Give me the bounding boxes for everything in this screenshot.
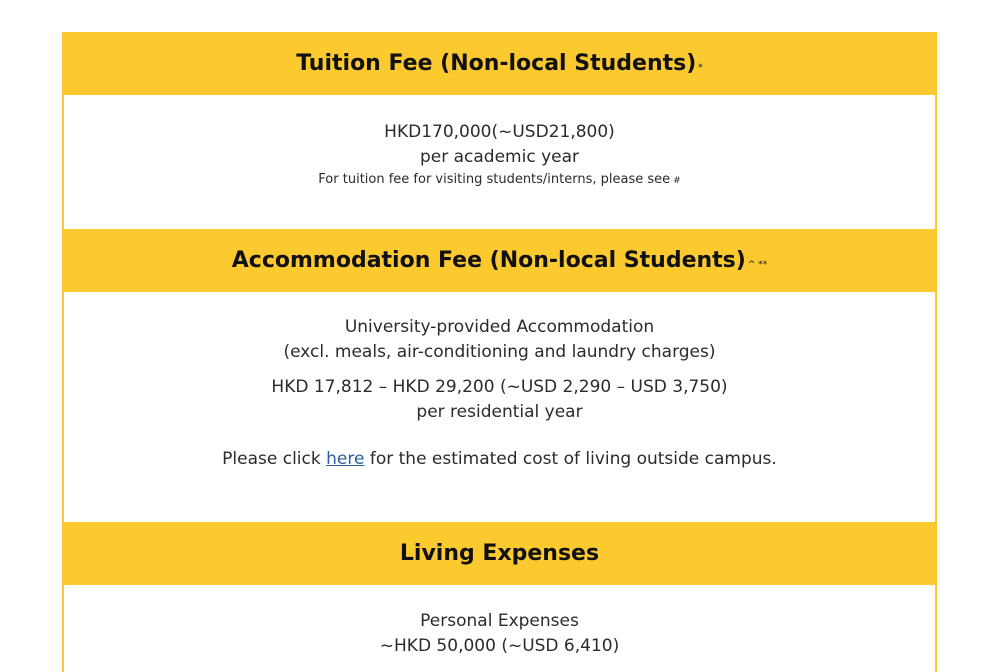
tuition-amount: HKD170,000(~USD21,800): [384, 122, 615, 142]
accommodation-period: per residential year: [416, 402, 583, 422]
living-expenses-title: Living Expenses: [399, 541, 600, 566]
accommodation-title: Accommodation Fee (Non-local Students): [231, 248, 746, 273]
accommodation-footnote-mark: ^ **: [747, 259, 768, 270]
tuition-footnote-mark: *: [698, 62, 703, 73]
living-cost-link[interactable]: here: [326, 449, 365, 469]
visiting-note-text: For tuition fee for visiting students/interns, please see: [318, 172, 671, 187]
accommodation-amount: HKD 17,812 – HKD 29,200 (~USD 2,290 – USD 3,750): [271, 377, 728, 397]
tuition-panel: [64, 95, 935, 229]
accommodation-panel: [64, 292, 935, 522]
living-cost-note: [64, 447, 935, 472]
tuition-title: Tuition Fee (Non-local Students): [296, 51, 697, 76]
living-expenses-header: [64, 522, 935, 585]
personal-expenses-label: Personal Expenses: [420, 611, 579, 631]
personal-expenses-amount: ~HKD 50,000 (~USD 6,410): [379, 636, 620, 656]
accommodation-type: University-provided Accommodation: [344, 317, 655, 337]
tuition-period: per academic year: [419, 147, 580, 167]
living-note-prefix: Please click: [222, 449, 321, 469]
visiting-note-mark: #: [673, 176, 681, 186]
tuition-header: [64, 32, 935, 95]
fees-card: [62, 32, 937, 672]
living-note-suffix: for the estimated cost of living outside campus.: [369, 449, 777, 469]
living-expenses-panel: [64, 585, 935, 659]
accommodation-header: [64, 229, 935, 292]
visiting-students-note: [64, 170, 935, 191]
accommodation-exclusions: (excl. meals, air-conditioning and laundry charges): [283, 342, 716, 362]
